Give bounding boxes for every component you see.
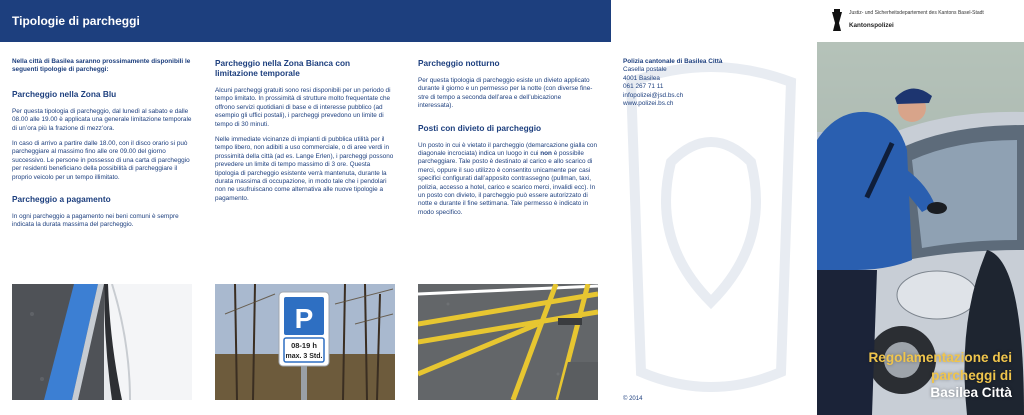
- no-parking-text: [418, 142, 598, 218]
- photo-blue-zone: [12, 284, 192, 400]
- unit-name: Kantonspolizei: [849, 22, 894, 29]
- no-parking-text-c: è possibile parcheggiare. Tale posto è destinato al carico e allo scarico di merci, oppure il suo utilizzo è consentito unicamente per casi specifici configurati dall’apposito contrassegno (pullman, taxi, polizia, accesso a hotel, carico e scarico merci, invalidi ecc). In un posto con divieto, il parcheggio può essere autorizzato di notte e durante il fine settimana. Tale permesso è indicato in modo specifico.: [418, 150, 596, 216]
- paid-parking-text: In ogni parcheggio a pagamento nei beni comuni è sempre indicata la durata massima del parcheggio.: [12, 213, 179, 229]
- section-title: Tipologie di parcheggi: [12, 14, 140, 28]
- sign-p: P: [294, 303, 314, 334]
- cover-panel: [817, 0, 1024, 415]
- cover-title-line-2: parcheggi di: [931, 367, 1012, 383]
- blue-zone-text-2: In caso di arrivo a partire dalle 18.00, con il disco orario si può parcheggiare al massimo fino alle ore 09.00 del giorno successivo. Le persone in possesso di una carta di parcheggio per residenti beneficiano della possibilità di parcheggiare il proprio veicolo per un tempo illimitato.: [12, 140, 190, 181]
- cover-title: [822, 349, 1012, 402]
- cover-title-line-1: Regolamentazione dei: [868, 350, 1012, 365]
- sign-hours: 08-19 h: [291, 341, 317, 350]
- white-zone-text-2: Nelle immediate vicinanze di impianti di pubblica utilità per il tempo libero, non adibiti a uso commerciale, o di aree verdi in prossimità della città (ad es. Lange Erlen), i parcheggi possono prevedere un limite di tempo massimo di 3 ore. Questa tipologia di parcheggio esistente verrà mantenuta, durante la durata massima di occupazione, in modo tale che i pendolari non ne usufruiscano come alternativa alle nuove tipologie a pagamento.: [215, 136, 394, 202]
- heading-blue-zone: Parcheggio nella Zona Blu: [12, 88, 117, 99]
- heading-white-zone: Parcheggio nella Zona Bianca con limitazione temporale: [215, 58, 351, 78]
- heading-night-parking: Parcheggio notturno: [418, 58, 500, 68]
- blue-zone-text-1: Per questa tipologia di parcheggio, dal lunedì al sabato e dalle 08.00 alle 19.00 è applicata una generale limitazione temporale di un’ora più la frazione di mezz’ora.: [12, 107, 192, 132]
- night-parking-text: Per questa tipologia di parcheggio esiste un divieto applicato durante il giorno e un permesso per la notte (con diverse fine-stre di tempo a seconda dell’area e dell’ubicazione interessata).: [418, 77, 593, 110]
- heading-no-parking: Posti con divieto di parcheggio: [418, 122, 542, 133]
- phone-number: 061 267 71 11: [623, 83, 664, 91]
- intro-text: Nella città di Basilea saranno prossimamente disponibili le seguenti tipologie di parcheggi:: [12, 58, 191, 74]
- column-night-parking: [418, 58, 598, 224]
- header-bar: [0, 0, 611, 42]
- org-name: Polizia cantonale di Basilea Città: [623, 58, 723, 65]
- basel-crest-icon: [831, 9, 843, 31]
- photo-no-parking-zone: [418, 284, 598, 400]
- address-line-2: 4001 Basilea: [623, 74, 660, 82]
- web-link[interactable]: www.polizei.bs.ch: [623, 100, 674, 108]
- heading-paid-parking: Parcheggio a pagamento: [12, 194, 111, 205]
- copyright: © 2014: [623, 396, 643, 402]
- address-line-1: Casella postale: [623, 66, 667, 74]
- white-zone-text-1: Alcuni parcheggi gratuiti sono resi disponibili per un periodo di tempo limitato. In prossimità di strutture molto frequentate che offrono servizi quotidiani di base e di interesse pubblico (ad esempio gli uffici postali), i parcheggi prevedono un limite di tempo di 30 minuti.: [215, 87, 391, 128]
- sign-max: max. 3 Std.: [285, 353, 323, 360]
- cover-title-line-3: Basilea Città: [930, 385, 1012, 400]
- email-link[interactable]: infopolizei@jsd.bs.ch: [623, 91, 684, 99]
- column-white-zone: [215, 58, 395, 210]
- no-parking-text-a: Un posto in cui è vietato il parcheggio (demarcazione gialla con diagonale incrociata) indica un luogo in cui: [418, 141, 598, 158]
- address-block: [623, 58, 803, 108]
- photo-parking-sign: [215, 284, 395, 400]
- cover-header: [817, 0, 1024, 42]
- no-parking-emphasis: non: [540, 150, 552, 158]
- department-name: Justiz- und Sicherheitsdepartement des Kantons Basel-Stadt: [849, 10, 984, 16]
- column-blue-zone: [12, 58, 192, 237]
